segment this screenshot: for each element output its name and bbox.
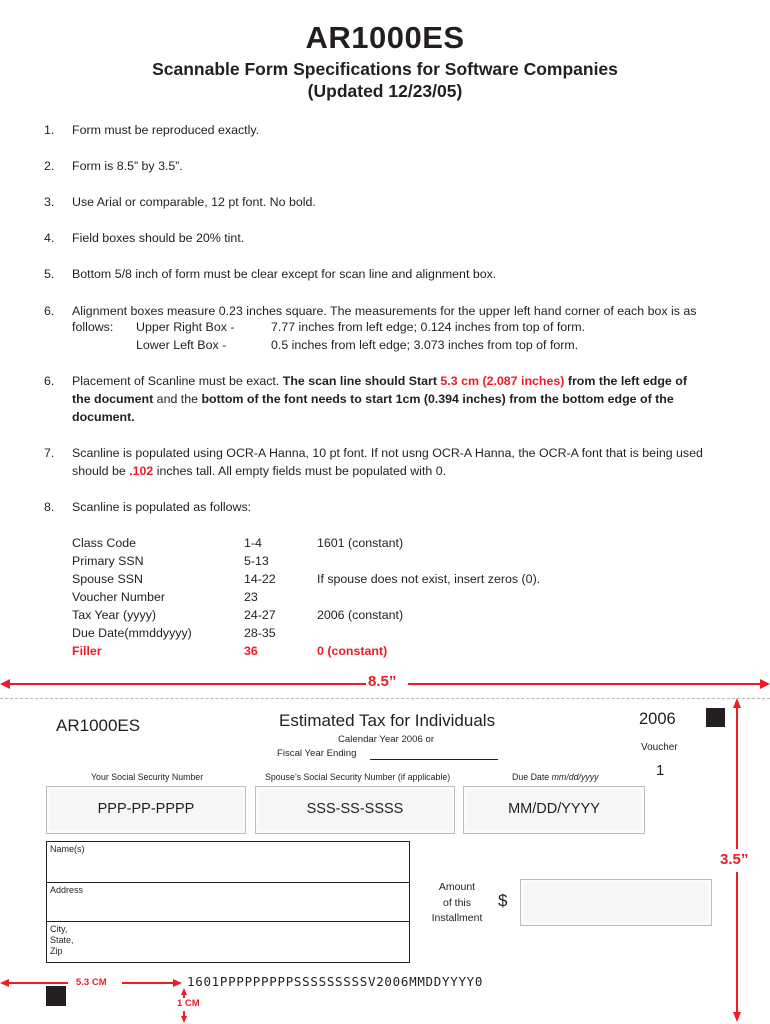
width-label: 8.5” — [368, 673, 397, 690]
spec-note: 2006 (constant) — [317, 608, 404, 622]
voucher-year: 2006 — [639, 710, 676, 728]
amount-label — [428, 880, 486, 927]
rule-fragment: inches tall. All empty fields must be populated with 0. — [153, 464, 447, 478]
rule-text: Form must be reproduced exactly. — [72, 123, 260, 137]
spec-position: 14-22 — [244, 572, 276, 586]
voucher-heading: Estimated Tax for Individuals — [279, 711, 496, 730]
updated-date: (Updated 12/23/05) — [307, 81, 463, 101]
rule-text: Field boxes should be 20% tint. — [72, 231, 245, 245]
amount-label-line: of this — [442, 896, 471, 909]
spec-position: 23 — [244, 590, 258, 604]
scan-start-value: 5.3 cm (2.087 inches) — [440, 374, 565, 388]
spec-field: Filler — [72, 644, 102, 658]
due-date-label-text: Due Date — [512, 772, 552, 782]
scanline-spec-table — [72, 536, 672, 662]
rule-number: 3. — [44, 195, 55, 209]
address-field[interactable] — [46, 882, 410, 922]
rule-fragment: the document — [72, 392, 154, 406]
city-state-zip-label — [50, 924, 74, 957]
spec-position: 24-27 — [244, 608, 276, 622]
arrow-right-icon — [173, 979, 182, 987]
rule-fragment: should be — [72, 464, 130, 478]
amount-label-line: Installment — [431, 912, 483, 924]
rule-text — [72, 372, 742, 390]
rule-fragment: and the — [153, 392, 202, 406]
due-date-label — [512, 772, 599, 782]
cut-line — [0, 698, 770, 699]
calendar-year-label: Calendar Year 2006 or — [338, 734, 435, 745]
rule-text — [72, 462, 446, 480]
rule-fragment: The scan line should Start — [282, 374, 441, 388]
city-state-zip-field[interactable] — [46, 921, 410, 963]
due-date-format: mm/dd/yyyy — [551, 772, 599, 782]
dimension-line — [8, 683, 366, 685]
lower-left-box-value: 0.5 inches from left edge; 3.073 inches from top of form. — [271, 338, 579, 352]
arrow-right-icon — [760, 679, 770, 689]
scanline: 1601PPPPPPPPPSSSSSSSSSV2006MMDDYYYY0 — [187, 974, 484, 989]
spouse-ssn-label: Spouse’s Social Security Number (if applicable) — [265, 772, 451, 782]
spec-field: Due Date(mmddyyyy) — [72, 626, 192, 640]
spec-position: 36 — [244, 644, 258, 658]
voucher-label: Voucher — [641, 742, 678, 753]
table-row — [72, 608, 672, 626]
rule-number: 6. — [44, 304, 55, 318]
dimension-line — [736, 872, 738, 1012]
lower-left-box-label: Lower Left Box - — [136, 338, 227, 352]
rule-text: Alignment boxes measure 0.23 inches square. The measurements for the upper left hand corner of each box is as — [72, 304, 697, 318]
page-subtitle: Scannable Form Specifications for Software Companies — [152, 59, 618, 79]
spec-note: 0 (constant) — [317, 644, 388, 658]
dimension-line — [122, 982, 174, 984]
scan-left-label: 5.3 CM — [76, 977, 107, 988]
city-label: City, — [50, 924, 68, 934]
fiscal-year-label: Fiscal Year Ending — [277, 748, 357, 759]
alignment-box-lower-left — [46, 986, 66, 1006]
arrow-down-icon — [733, 1012, 741, 1022]
spec-position: 28-35 — [244, 626, 276, 640]
rule-text: Use Arial or comparable, 12 pt font. No bold. — [72, 195, 316, 209]
rule-number: 4. — [44, 231, 55, 245]
height-label: 3.5” — [720, 851, 749, 868]
spec-field: Class Code — [72, 536, 137, 550]
rule-fragment: Placement of Scanline must be exact. — [72, 374, 283, 388]
dollar-sign: $ — [498, 891, 508, 910]
rule-text: follows: — [72, 320, 114, 334]
address-label: Address — [50, 885, 84, 895]
rule-number: 5. — [44, 267, 55, 281]
fiscal-year-input-line[interactable] — [370, 759, 498, 760]
table-row — [72, 554, 672, 572]
alignment-box-upper-right — [706, 708, 725, 727]
upper-right-box-label: Upper Right Box - — [136, 320, 235, 334]
rule-text: Form is 8.5” by 3.5”. — [72, 159, 183, 173]
spec-note: 1601 (constant) — [317, 536, 404, 550]
table-row — [72, 572, 672, 590]
rule-fragment: from the left edge of — [564, 374, 687, 388]
rule-number: 8. — [44, 500, 55, 514]
state-label: State, — [50, 935, 74, 945]
rule-number: 2. — [44, 159, 55, 173]
dimension-line — [8, 982, 68, 984]
table-row — [72, 644, 672, 662]
rule-text: Bottom 5/8 inch of form must be clear except for scan line and alignment box. — [72, 267, 497, 281]
rule-fragment: bottom of the font needs to start 1cm (0.394 inches) from the bottom edge of the — [201, 392, 674, 406]
zip-label: Zip — [50, 946, 63, 956]
dimension-line — [408, 683, 762, 685]
arrow-left-icon — [0, 679, 10, 689]
spec-field: Voucher Number — [72, 590, 165, 604]
ssn-field[interactable]: PPP-PP-PPPP — [46, 786, 246, 834]
font-height-value: .102 — [129, 464, 154, 478]
spec-field: Primary SSN — [72, 554, 144, 568]
rule-text: Scanline is populated using OCR-A Hanna, 10 pt font. If not usng OCR-A Hanna, the OCR-A font that is being used — [72, 446, 703, 460]
rule-text: document. — [72, 410, 135, 424]
rule-number: 1. — [44, 123, 55, 137]
spec-position: 1-4 — [244, 536, 262, 550]
spec-field: Spouse SSN — [72, 572, 143, 586]
ssn-label: Your Social Security Number — [91, 772, 204, 782]
amount-field[interactable] — [520, 879, 712, 926]
table-row — [72, 536, 672, 554]
table-row — [72, 626, 672, 644]
rule-number: 6. — [44, 374, 55, 388]
dimension-line — [736, 707, 738, 849]
amount-label-line: Amount — [438, 881, 476, 893]
names-label: Name(s) — [50, 844, 85, 854]
rule-text — [72, 390, 742, 408]
upper-right-box-value: 7.77 inches from left edge; 0.124 inches from top of form. — [271, 320, 586, 334]
rule-text: Scanline is populated as follows: — [72, 500, 252, 514]
scan-bottom-label: 1 CM — [177, 998, 200, 1009]
names-field[interactable] — [46, 841, 410, 883]
page-title: AR1000ES — [305, 20, 465, 55]
spec-note: If spouse does not exist, insert zeros (0). — [317, 572, 541, 586]
spec-position: 5-13 — [244, 554, 269, 568]
arrow-down-icon — [181, 1016, 187, 1023]
table-row — [72, 590, 672, 608]
spec-field: Tax Year (yyyy) — [72, 608, 157, 622]
rule-number: 7. — [44, 446, 55, 460]
voucher-number: 1 — [656, 762, 665, 779]
spouse-ssn-field[interactable]: SSS-SS-SSSS — [255, 786, 455, 834]
voucher-form-name: AR1000ES — [56, 716, 141, 735]
due-date-field[interactable]: MM/DD/YYYY — [463, 786, 645, 834]
